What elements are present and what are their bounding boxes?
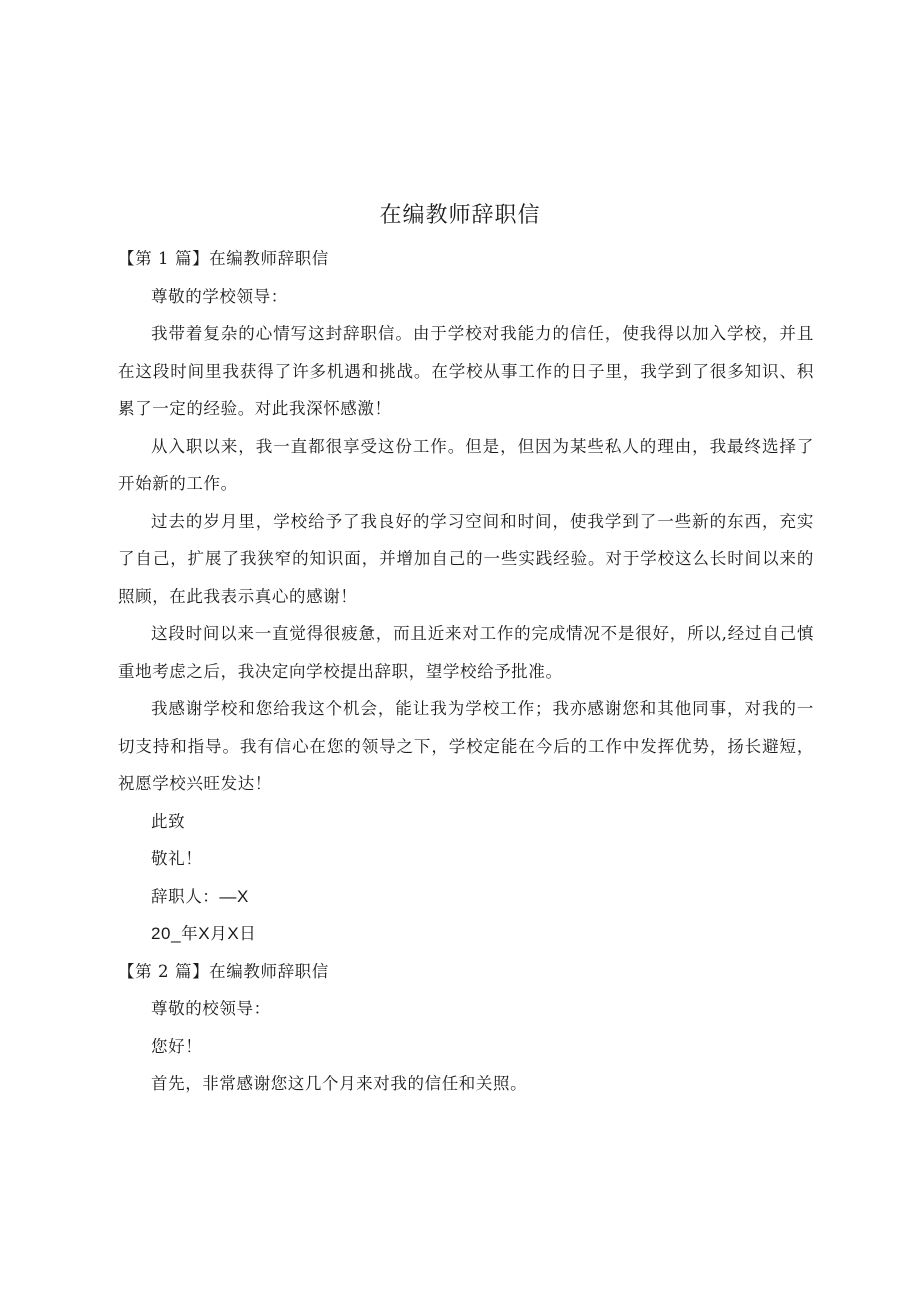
section-1-paragraph-2: 从入职以来，我一直都很享受这份工作。但是，但因为某些私人的理由，我最终选择了开始新的工作。 [118, 436, 814, 493]
date-month-char: 月 [210, 924, 228, 943]
section-2-salutation: 尊敬的校领导： [151, 999, 271, 1018]
document-body [118, 240, 814, 1103]
section-2-greeting: 您好！ [151, 1036, 203, 1056]
section-1-paragraph-3: 过去的岁月里，学校给予了我良好的学习空间和时间，使我学到了一些新的东西，充实了自己，扩展了我狭窄的知识面，并增加自己的一些实践经验。对于学校这么长时间以来的照顾，在此我表示真心的感谢！ [118, 511, 814, 606]
section-1-signature [118, 878, 814, 916]
signature-label: 辞职人： [151, 886, 220, 906]
date-month-value: X [198, 924, 211, 943]
document-title: 在编教师辞职信 [379, 203, 541, 228]
section-1-closing: 此致 [151, 811, 186, 831]
date-year-value: 20_ [151, 924, 182, 943]
section-1-paragraph-4: 这段时间以来一直觉得很疲惫，而且近来对工作的完成情况不是很好，所以,经过自己慎重地考虑之后，我决定向学校提出辞职，望学校给予批准。 [118, 624, 814, 681]
section-1-paragraph-5: 我感谢学校和您给我这个机会，能让我为学校工作；我亦感谢您和其他同事，对我的一切支持和指导。我有信心在您的领导之下，学校定能在今后的工作中发挥优势，扬长避短，祝愿学校兴旺发达！ [118, 699, 814, 793]
section-2-paragraph-1: 首先，非常感谢您这几个月来对我的信任和关照。 [151, 1074, 528, 1093]
section-1-salutation: 尊敬的学校领导： [151, 286, 288, 306]
section-1-date [118, 915, 814, 953]
section-2-heading: 【第 2 篇】在编教师辞职信 [118, 961, 329, 981]
section-1-regards: 敬礼！ [151, 849, 203, 868]
section-1-heading: 【第 1 篇】在编教师辞职信 [118, 249, 329, 268]
signature-value: —X [219, 886, 249, 906]
date-day-char: 日 [239, 924, 257, 943]
section-1-paragraph-1: 我带着复杂的心情写这封辞职信。由于学校对我能力的信任，使我得以加入学校，并且在这段时间里我获得了许多机遇和挑战。在学校从事工作的日子里，我学到了很多知识、积累了一定的经验。对此我深怀感激！ [118, 324, 814, 418]
date-day-value: X [227, 924, 240, 943]
date-year-char: 年 [181, 924, 199, 943]
